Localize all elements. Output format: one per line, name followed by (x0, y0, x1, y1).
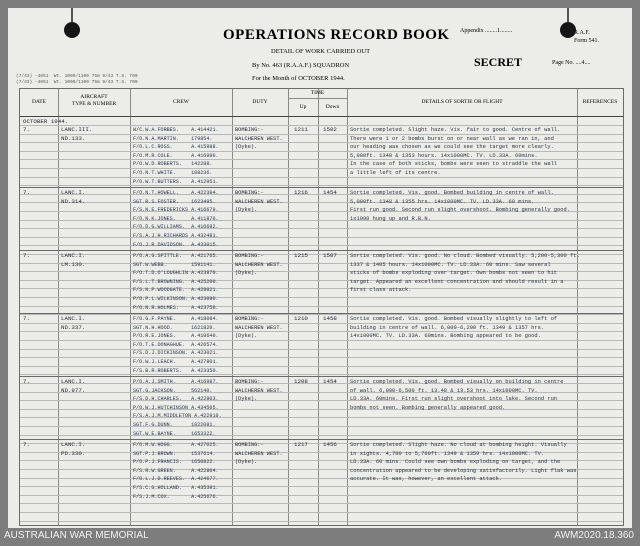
time-up: 1216 (294, 189, 308, 196)
header-date: DATE (31, 99, 47, 105)
row-divider (20, 439, 623, 440)
duty: BOMBING:- WALCHEREN WEST. (Dyke). (235, 316, 283, 340)
crew-list: W/C.W.A.FORBES. A.414421. F/O.N.A.MARTIN. 179854. F/O.L.C.ROSS. A.415988. F/O.M.R.COLE. A.416990. P/O.W.D.ROBERTS. 142288. F/O.N.T.WHITE. 188236. P/O.W.T.BUTTERS. A.412951. (133, 127, 219, 185)
aircraft-type: LANC.I. ND.314. (61, 189, 86, 205)
page-number: Page No. ....4.... (552, 60, 591, 66)
entry-date: 7. (23, 315, 30, 322)
duty: BOMBING:- WALCHEREN WEST. (Dyke). (235, 379, 283, 403)
duty: BOMBING:- WALCHEREN WEST. (Dyke). (235, 253, 283, 277)
month-label: OCTOBER 1944. (23, 118, 69, 125)
crew-list: F/O.M.W.HOGG. A.427025. SGT.P.J.BROWN. 1537614. P/O.P.J.FRANCIS. 1650822. F/S.R.W.GREEN. A.422804. F/O.L.J.D.REEVES. A.424677. F/S.C.G.HOLLAND. A.435391. F/S.J.M.COX. A.425676. (133, 442, 219, 500)
binder-string (567, 8, 569, 22)
duty: BOMBING:- WALCHEREN WEST. (Dyke). (235, 190, 283, 214)
binder-hole (64, 22, 80, 38)
time-down: 1458 (323, 315, 337, 322)
time-down: 1502 (323, 126, 337, 133)
time-down: 1507 (323, 252, 337, 259)
time-up: 1215 (294, 252, 308, 259)
crew-list: P/O.A.G.SPITTLE. A.421765. SGT.W.WEBB. 1591141. F/O.T.D.O'LOUGHLIN A.423870. F/S.L.T.BROWNING. A.425200. F/S.N.P.WOODGATE. A.428021. P/O.P.L.WILKINSON. A.423090. P/O.N.R.HOLMES. A.423750. (133, 253, 219, 311)
entry-date: 7. (23, 441, 30, 448)
form-subtitle: DETAIL OF WORK CARRIED OUT (271, 48, 371, 55)
sortie-details: Sortie completed. Vis. good. Bombed visually on building in centre of wall. 6,000-6,500 ft. 13.48 & 13.53 hrs. 14x1000MC. TV. LD.33A. 60mins. First run slight overshoot into lake. Second run bombs not seen. Bombing generally appeared good. (350, 379, 564, 411)
operations-table (19, 88, 624, 526)
sortie-details: Sortie completed. Vis. good. No cloud. Bombed visually. 5,200-5,300 ft. 1337 & 1405 hours. 14x1000MC. TV. LD.33A. 60 mins. Saw several sticks of bombs exploding over target. Own bombs not seen to hit target. Appeared an excellent concentration and should result in a first class attack. (350, 253, 580, 294)
month-line: For the Month of OCTOBER 1944. (252, 75, 345, 82)
time-down: 1454 (323, 378, 337, 385)
archive-credit: AUSTRALIAN WAR MEMORIAL (4, 530, 149, 541)
crew-list: F/O.G.F.PAYNE. A.418084. SGT.N.H.HOOD. 1621820. P/O.R.E.JONES. A.410640. F/O.T.E.DONAGHUE. A.426574. F/S.D.J.DICKINSON. A.423021. F/O.W.J.LEACH. A.427801. F/S.B.R.ROBERTS. A.423350. (133, 316, 219, 374)
aircraft-type: LANC.I. ND.977. (61, 378, 86, 394)
header-crew: CREW (173, 99, 189, 105)
time-down: 1456 (323, 441, 337, 448)
header-details: DETAILS OF SORTIE OR FLIGHT (421, 99, 503, 105)
aircraft-type: LANC.I. ND.337. (61, 315, 86, 331)
entry-date: 7. (23, 189, 30, 196)
printer-stamp: (7/43) -4851 Wt. 1000/1100 75m 9/43 T.S. 700 (7/43) -4851 Wt. 1000/1100 75m 9/43 T.S. 700 (16, 74, 138, 85)
sortie-details: Sortie completed. Vis. good. Bombed building in centre of wall. 5,000ft. 1348 & 1355 hrs. 14x1000MC. TV. LD.33A. 60 mins. First run good. Second run slight overshoot. Bombing generally good. 1x1000 hung up and R.B.N. (350, 190, 570, 222)
sortie-details: Sortie completed. Slight haze. No cloud at bombing height. Visually in sights. 4,700 to 5,700ft. 1349 & 1359 hrs. 14x1000MC. TV. LD.33A. 60 mins. Could see own bombs exploding on target, and the concentration appeared to be developing satisfactorily. Light flak was accurate. It was, however, an excellent attack. (350, 442, 577, 483)
crew-list: P/O.A.J.SMITH. A.416987. SGT.G.JACKSON. 562140. F/S.D.H.CHARLES. A.422803. P/O.W.J.HUTCHINSON A.434505. F/S.A.J.M.MIDDLETON A.422910. SGT.F.G.DUNN. 1822081. SGT.W.E.BAYNE. 1653322. (133, 379, 222, 437)
row-divider (20, 376, 623, 377)
record-sheet (8, 8, 632, 528)
squadron-line: By No. 463 (R.A.A.F.) SQUADRON (252, 62, 350, 69)
entry-date: 7. (23, 126, 30, 133)
header-up: Up (299, 104, 307, 110)
duty: BOMBING:- WALCHEREN WEST. (Dyke). (235, 442, 283, 466)
header-time: TIME (310, 90, 325, 96)
aircraft-type: LANC.III. ND.133. (61, 126, 93, 142)
header-down: Down (325, 104, 340, 110)
sortie-details: Sortie completed. Slight haze. Vis. fair to good. Centre of wall. There were 1 or 2 bombs burst on or near wall as we ran in, and our heading was chosen as we could see the target more clearly. 5,000ft. 1348 & 1353 hours. 14x1000MC. TV. LD.33A. 60mins. In the case of both sticks, bombs were seen to straddle the wall a little left of its centre. (350, 127, 561, 176)
time-up: 1208 (294, 378, 308, 385)
time-down: 1454 (323, 189, 337, 196)
row-divider (20, 313, 623, 314)
duty: BOMBING:- WALCHEREN WEST. (Dyke). (235, 127, 283, 151)
aircraft-type: LANC.I. LM.130. (61, 252, 86, 268)
form-number: R.A.F. Form 541. (574, 30, 600, 44)
crew-list: F/O.N.T.HOWELL. A.422394. SGT.R.S.FOSTER. 1623495. F/S.N.E.FREDERICKS A.416679. F/O.N.K.JONES. A.411870. F/O.D.G.WILLIAMS. A.416682. F/S.A.J.H.RICHARDS A.432481. F/O.J.R.DAVIDSON. A.433015. (133, 190, 219, 248)
time-up: 1210 (294, 315, 308, 322)
time-up: 1211 (294, 126, 308, 133)
aircraft-type: LANC.I. PD.330. (61, 441, 86, 457)
entry-date: 7. (23, 252, 30, 259)
binder-string (71, 8, 73, 22)
sortie-details: Sortie completed. Vis. good. Bombed visually slightly to left of building in centre of wall. 6,000-6,200 ft. 1349 & 1357 hrs. 14x1000MC. TV. LD.33A. 60mins. Bombing appeared to be good. (350, 316, 558, 340)
header-aircraft: AIRCRAFT TYPE & NUMBER (71, 94, 117, 107)
header-references: REFERENCES (582, 99, 618, 105)
appendix-label: Appendix ........1........ (460, 28, 513, 34)
time-up: 1217 (294, 441, 308, 448)
archive-reference: AWM2020.18.360 (554, 530, 634, 541)
entry-date: 7. (23, 378, 30, 385)
header-duty: DUTY (252, 99, 268, 105)
form-title: OPERATIONS RECORD BOOK (223, 27, 450, 43)
classification-stamp: SECRET (474, 55, 523, 69)
row-divider (20, 187, 623, 188)
row-divider (20, 250, 623, 251)
